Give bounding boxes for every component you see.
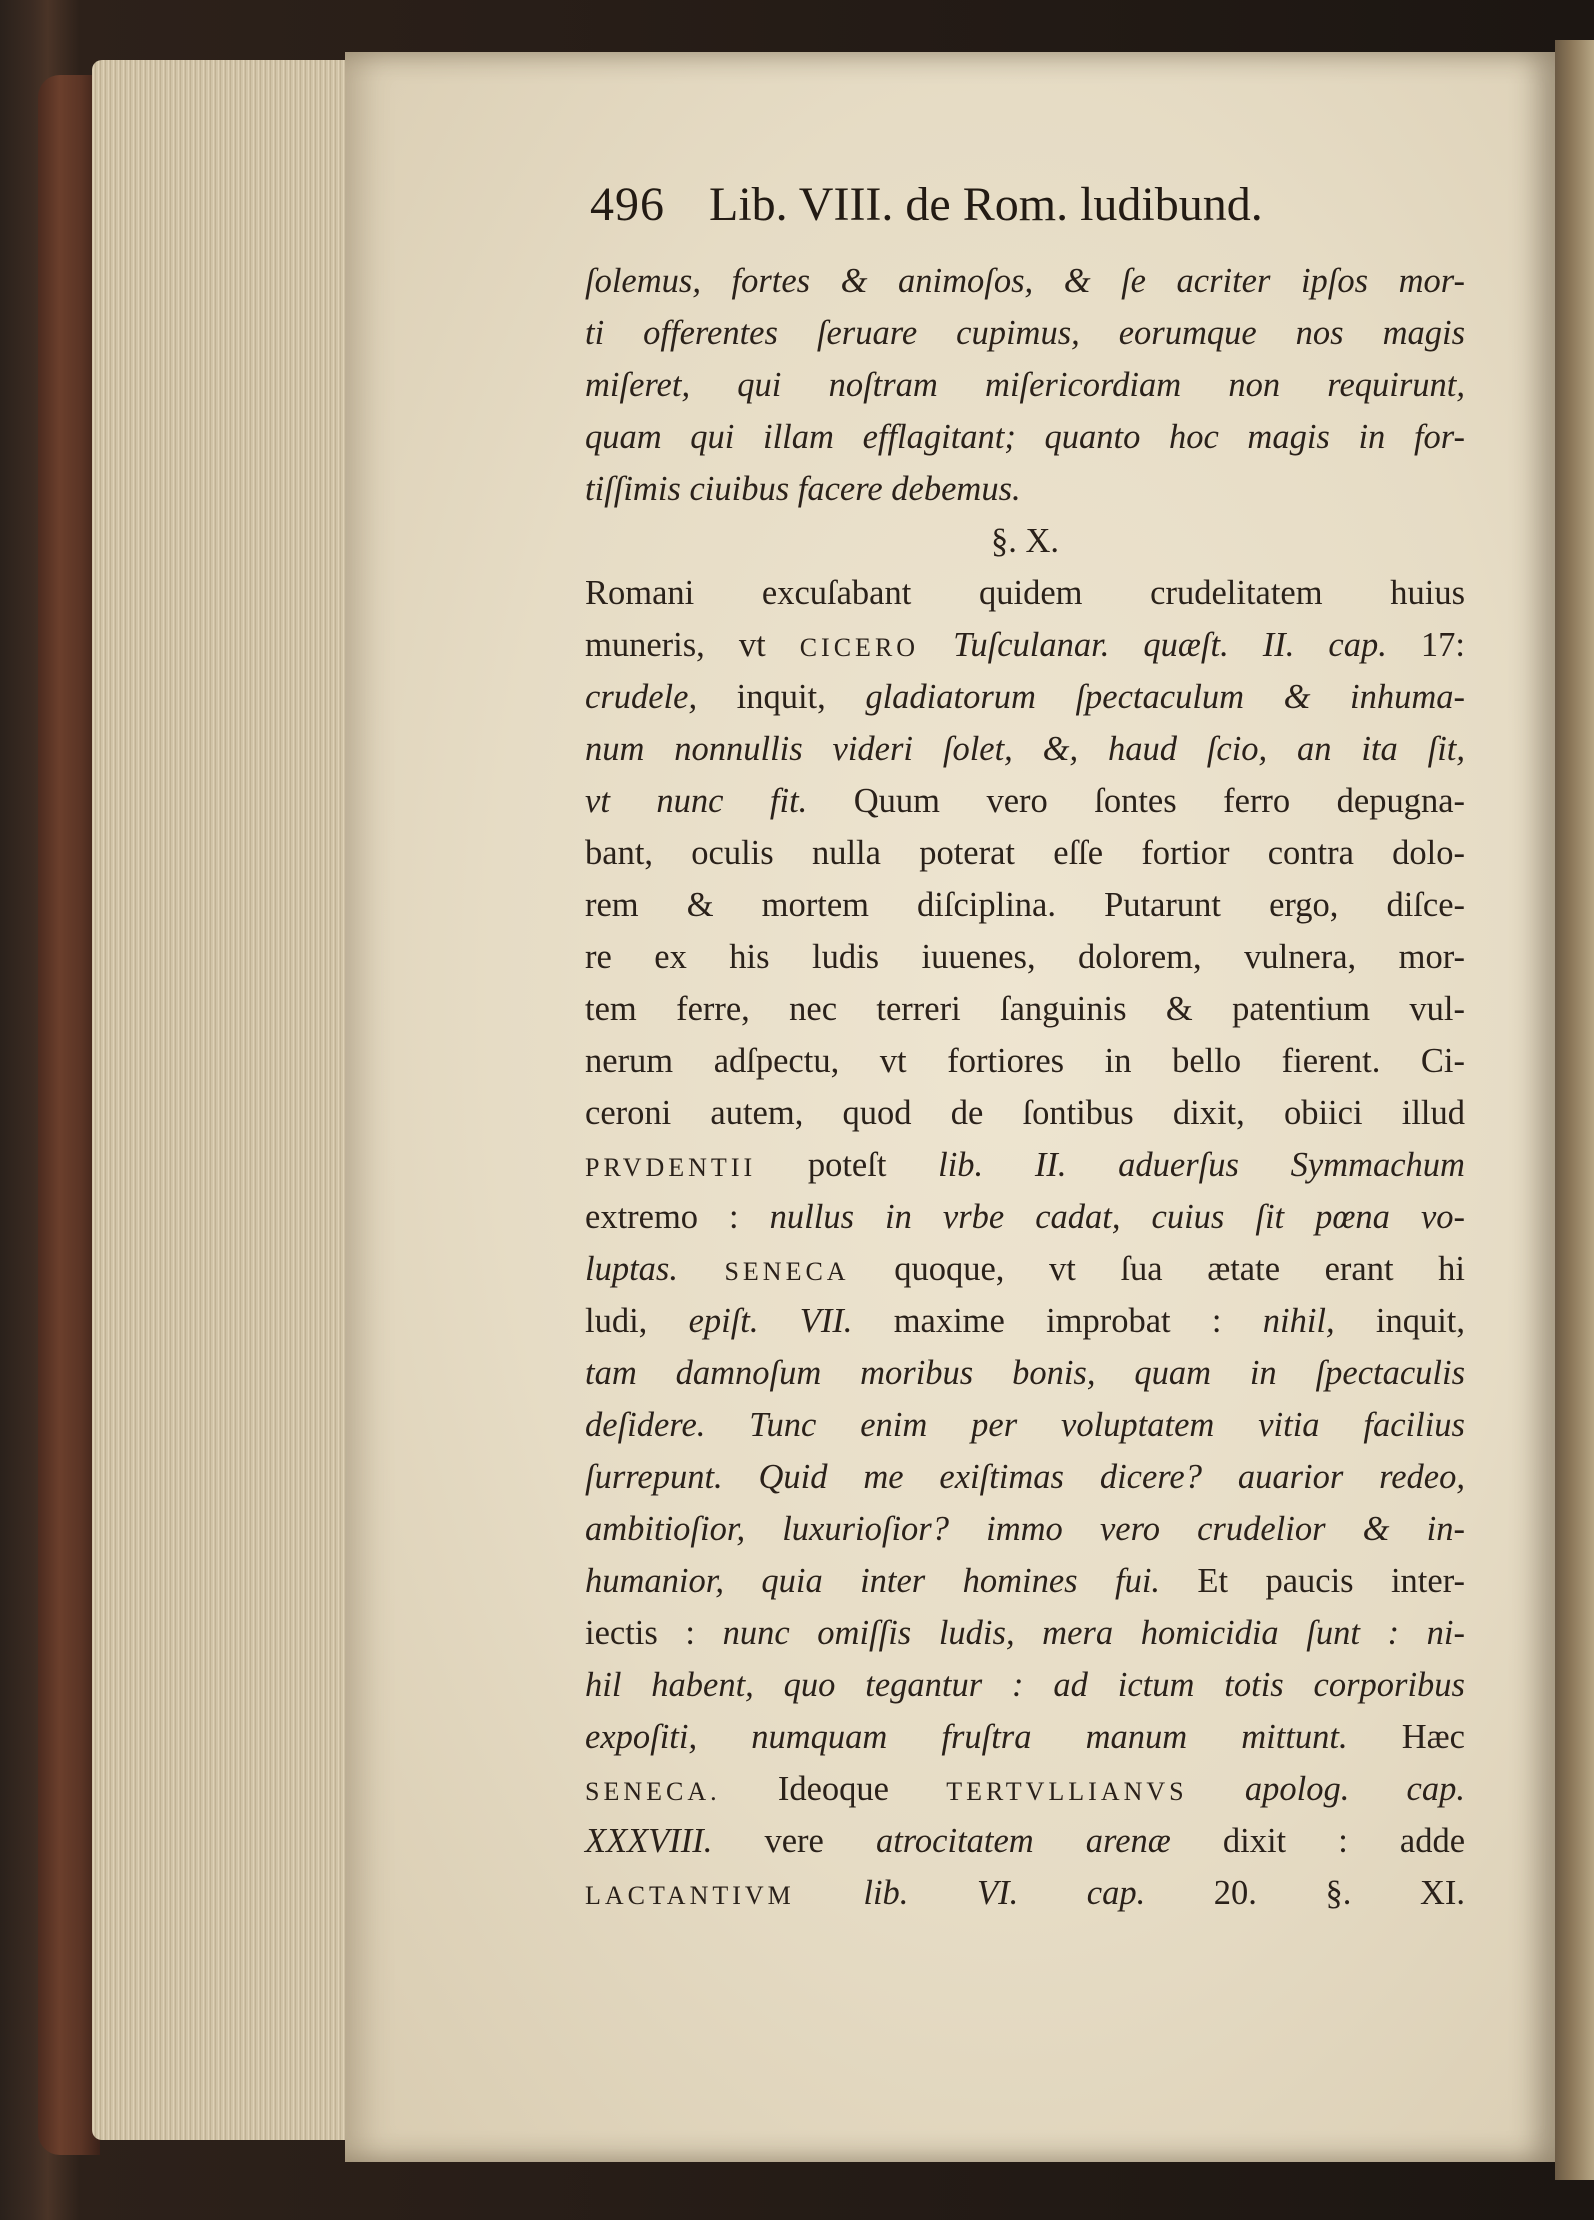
roman-text: inquit, xyxy=(697,678,866,716)
roman-text: ludi, xyxy=(585,1302,689,1340)
text-line xyxy=(585,1815,1465,1867)
roman-text: §. X. xyxy=(990,522,1060,560)
page-block-edges xyxy=(92,60,372,2140)
roman-text: rem & mortem diſciplina. Putarunt ergo, diſce- xyxy=(585,886,1465,924)
italic-text: humanior, quia inter homines fui. xyxy=(585,1562,1161,1600)
italic-text: nullus in vrbe cadat, cuius ſit pœna vo- xyxy=(769,1198,1465,1236)
author-name: PRVDENTII xyxy=(585,1153,757,1182)
page-text xyxy=(585,255,1465,1919)
roman-text: Hæc xyxy=(1347,1718,1465,1756)
text-line xyxy=(585,671,1465,723)
text-line xyxy=(585,567,1465,619)
book-gutter xyxy=(1555,40,1594,2180)
italic-text: vt nunc fit. xyxy=(585,782,808,820)
text-line xyxy=(585,723,1465,775)
text-line xyxy=(585,1347,1465,1399)
italic-text: ſolemus, fortes & animoſos, & ſe acriter ipſos mor- xyxy=(585,262,1465,300)
roman-text: Ideoque xyxy=(720,1770,947,1808)
italic-text: apolog. cap. xyxy=(1187,1770,1465,1808)
roman-text: quoque, vt ſua ætate erant hi xyxy=(849,1250,1465,1288)
text-line xyxy=(585,1607,1465,1659)
text-line xyxy=(585,1867,1465,1919)
roman-text: inquit, xyxy=(1334,1302,1466,1340)
text-line xyxy=(585,255,1465,307)
author-name: CICERO xyxy=(799,633,920,662)
italic-text: ſurrepunt. Quid me exiſtimas dicere? auarior redeo, xyxy=(585,1458,1465,1496)
text-line xyxy=(585,1139,1465,1191)
roman-text: iectis : xyxy=(585,1614,723,1652)
text-line xyxy=(585,1243,1465,1295)
text-line xyxy=(585,619,1465,671)
running-title: Lib. VIII. de Rom. ludibund. xyxy=(709,178,1263,231)
italic-text: crudele, xyxy=(585,678,698,716)
author-name: TERTVLLIANVS xyxy=(946,1777,1188,1806)
text-line xyxy=(585,1555,1465,1607)
text-line xyxy=(585,1295,1465,1347)
text-line xyxy=(585,1451,1465,1503)
text-line xyxy=(585,983,1465,1035)
text-line xyxy=(585,1711,1465,1763)
roman-text: poteſt xyxy=(756,1146,939,1184)
roman-text: Romani excuſabant quidem crudelitatem huius xyxy=(585,574,1465,612)
roman-text: re ex his ludis iuuenes, dolorem, vulnera, mor- xyxy=(585,938,1465,976)
roman-text: Quum vero ſontes ferro depugna- xyxy=(807,782,1466,820)
text-line xyxy=(585,775,1465,827)
italic-text: hil habent, quo tegantur : ad ictum totis corporibus xyxy=(585,1666,1465,1704)
italic-text: ti offerentes ſeruare cupimus, eorumque nos magis xyxy=(585,314,1465,352)
roman-text: tem ferre, nec terreri ſanguinis & patentium vul- xyxy=(585,990,1465,1028)
roman-text: 20. xyxy=(1145,1874,1257,1912)
text-line xyxy=(585,1659,1465,1711)
book-cover-edge xyxy=(38,75,100,2155)
running-header xyxy=(590,170,1490,240)
author-name: LACTANTIVM xyxy=(585,1881,795,1910)
page-number: 496 xyxy=(590,178,665,231)
italic-text: atrocitatem arenæ xyxy=(875,1822,1171,1860)
italic-text: nihil, xyxy=(1262,1302,1335,1340)
roman-text: Et paucis inter- xyxy=(1160,1562,1465,1600)
text-line xyxy=(585,1399,1465,1451)
roman-text: 17: xyxy=(1386,626,1465,664)
italic-text: nunc omiſſis ludis, mera homicidia ſunt : ni- xyxy=(722,1614,1465,1652)
roman-text: ceroni autem, quod de ſontibus dixit, obiici illud xyxy=(585,1094,1465,1132)
text-line xyxy=(585,1087,1465,1139)
text-line xyxy=(585,879,1465,931)
text-line xyxy=(585,931,1465,983)
roman-text: bant, oculis nulla poterat eſſe fortior contra dolo- xyxy=(585,834,1465,872)
author-name: SENECA xyxy=(677,1257,850,1286)
italic-text: deſidere. Tunc enim per voluptatem vitia facilius xyxy=(585,1406,1465,1444)
italic-text: tiſſimis ciuibus facere debemus. xyxy=(585,470,1021,508)
roman-text: vere xyxy=(712,1822,876,1860)
text-line xyxy=(585,307,1465,359)
text-line xyxy=(585,1035,1465,1087)
italic-text: tam damnoſum moribus bonis, quam in ſpectaculis xyxy=(585,1354,1465,1392)
italic-text: gladiatorum ſpectaculum & inhuma- xyxy=(865,678,1465,716)
roman-text: muneris, vt xyxy=(585,626,800,664)
text-line xyxy=(585,1191,1465,1243)
text-line xyxy=(585,827,1465,879)
italic-text: lib. VI. cap. xyxy=(794,1874,1146,1912)
italic-text: num nonnullis videri ſolet, &, haud ſcio, an ita ſit, xyxy=(585,730,1465,768)
text-line xyxy=(585,359,1465,411)
italic-text: Tuſculanar. quæſt. II. cap. xyxy=(919,626,1387,664)
roman-text: maxime improbat : xyxy=(852,1302,1263,1340)
italic-text: XXXVIII. xyxy=(585,1822,713,1860)
italic-text: epiſt. VII. xyxy=(688,1302,853,1340)
italic-text: quam qui illam efflagitant; quanto hoc magis in for- xyxy=(585,418,1465,456)
text-line xyxy=(585,1763,1465,1815)
italic-text: ambitioſior, luxurioſior? immo vero crudelior & in- xyxy=(585,1510,1465,1548)
italic-text: lib. II. aduerſus Symmachum xyxy=(938,1146,1465,1184)
italic-text: expoſiti, numquam fruſtra manum mittunt. xyxy=(585,1718,1348,1756)
italic-text: luptas. xyxy=(585,1250,678,1288)
roman-text: nerum adſpectu, vt fortiores in bello fierent. Ci- xyxy=(585,1042,1465,1080)
roman-text: extremo : xyxy=(585,1198,770,1236)
roman-text: §. XI. xyxy=(1256,1874,1466,1912)
text-line xyxy=(585,515,1465,567)
text-line xyxy=(585,463,1465,515)
author-name: SENECA. xyxy=(585,1777,721,1806)
roman-text: dixit : adde xyxy=(1170,1822,1466,1860)
text-line xyxy=(585,411,1465,463)
italic-text: miſeret, qui noſtram miſericordiam non requirunt, xyxy=(585,366,1465,404)
text-line xyxy=(585,1503,1465,1555)
